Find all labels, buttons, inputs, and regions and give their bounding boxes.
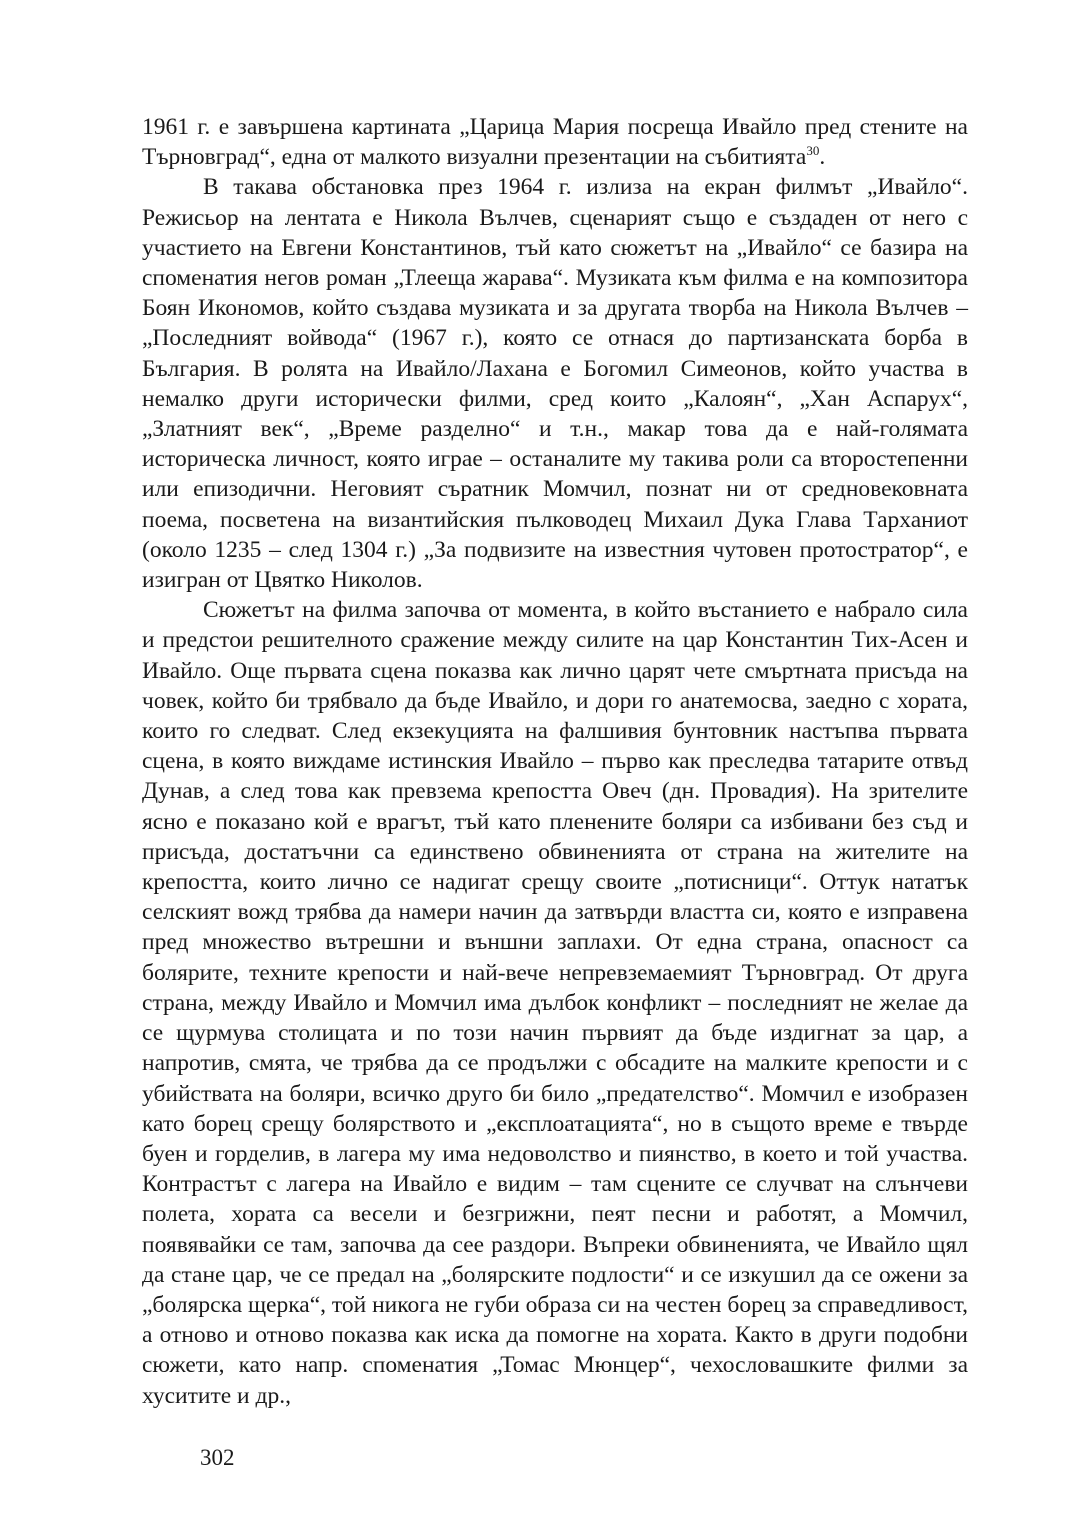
body-text <box>142 112 968 1411</box>
paragraph-film-credits <box>142 172 968 595</box>
paragraph-continuation <box>142 112 968 172</box>
paragraph-film-plot <box>142 595 968 1410</box>
paragraph-text: В такава обстановка през 1964 г. излиза на екран филмът „Ивайло“. Режисьор на лентата е Никола Вълчев, сценарият също е създаден от него с участието на Евгени Константинов, тъй като сюжетът на „Ивайло“ се базира на споменатия негов роман „Тлееща жарава“. Музиката към филма е на композитора Боян Икономов, който създава музиката и за другата творба на Никола Вълчев – „Последният войвода“ (1967 г.), която се отнася до партизанската борба в България. В ролята на Ивайло/Лахана е Богомил Симеонов, който участва в немалко други исторически филми, сред които „Калоян“, „Хан Аспарух“, „Златният век“, „Време разделно“ и т.н., макар това да е най-голямата историческа личност, която играе – останалите му такива роли са второстепенни или епизодични. Неговият съратник Момчил, познат ни от средновековната поема, посветена на византийския пълководец Михаил Дука Глава Тарханиот (около 1235 – след 1304 г.) „За подвизите на известния чутовен протостратор“, е изигран от Цвятко Николов. <box>142 174 968 594</box>
footnote-reference: 30 <box>806 143 820 159</box>
page-number: 302 <box>200 1445 235 1470</box>
paragraph-text: 1961 г. е завършена картината „Царица Мария посреща Ивайло пред стените на Търновград“, една от малкото визуални презентации на събитията <box>142 114 968 171</box>
paragraph-text: Сюжетът на филма започва от момента, в който въстанието е набрало сила и предстои решителното сражение между силите на цар Константин Тих-Асен и Ивайло. Още първата сцена показва как лично царят чете смъртната присъда на човек, който би трябвало да бъде Ивайло, и дори го анатемосва, заедно с хората, които го следват. След екзекуцията на фалшивия бунтовник настъпва първата сцена, в която виждаме истинския Ивайло – първо как преследва татарите отвъд Дунав, а след това как превзема крепостта Овеч (дн. Провадия). На зрителите ясно е показано кой е врагът, тъй като пленените боляри са избивани без съд и присъда, достатъчни са единствено обвиненията от страна на жителите на крепостта, които лично се надигат срещу своите „потисници“. Оттук нататък селският вожд трябва да намери начин да затвърди властта си, която е изправена пред множество вътрешни и външни заплахи. От една страна, опасност са болярите, техните крепости и най-вече непревземаемият Търновград. От друга страна, между Ивайло и Момчил има дълбок конфликт – последният не желае да се щурмува столицата и по този начин първият да бъде издигнат за цар, а напротив, смята, че трябва да се продължи с обсадите на малките крепости и с убийствата на боляри, всичко друго би било „предателство“. Момчил е изобразен като борец срещу болярството и „експлоатацията“, но в същото време е твърде буен и горделив, в лагера му има недоволство и пиянство, в което и той участва. Контрастът с лагера на Ивайло е видим – там сцените се случват на слънчеви полета, хората са весели и безгрижни, пеят песни и работят, а Момчил, появявайки се там, започва да сее раздори. Въпреки обвиненията, че Ивайло щял да стане цар, че се предал на „болярските подлости“ и се изкушил да се ожени за „болярска щерка“, той никога не губи образа си на честен борец за справедливост, а отново и отново показва как иска да помогне на хората. Както в други подобни сюжети, като напр. споменатия „Томас Мюнцер“, чехословашките филми за хуситите и др., <box>142 597 968 1409</box>
paragraph-tail: . <box>819 144 826 171</box>
